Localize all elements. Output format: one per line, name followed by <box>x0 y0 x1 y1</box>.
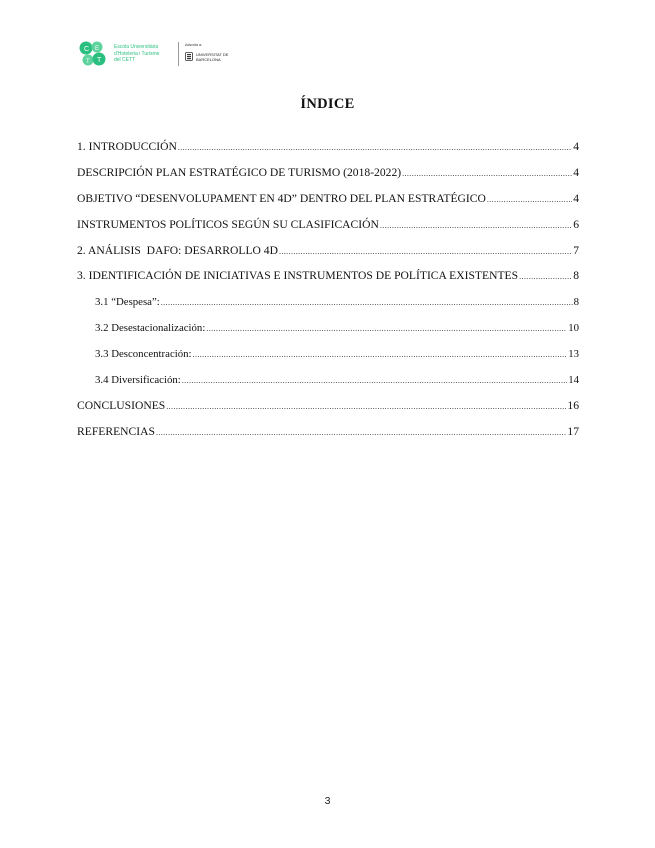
toc-leader-dots <box>161 293 573 313</box>
toc-entry-label: CONCLUSIONES <box>77 398 166 412</box>
toc-entry[interactable] <box>77 137 579 163</box>
toc-entry-label: 1. INTRODUCCIÓN <box>77 140 177 153</box>
partner-caption: Adscrita a: <box>185 42 202 47</box>
svg-text:E: E <box>95 46 100 52</box>
toc-leader-dots <box>279 242 572 262</box>
logo-text <box>114 44 174 64</box>
toc-entry-page: 7 <box>573 243 579 257</box>
svg-text:C: C <box>84 46 90 53</box>
svg-text:T: T <box>86 59 90 65</box>
toc-entry-page: 6 <box>573 217 579 231</box>
toc-entry-label: 3.3 Desconcentración: <box>95 348 192 361</box>
toc-subentry[interactable] <box>77 344 579 370</box>
toc-entry-page: 4 <box>573 165 579 179</box>
toc-subentry[interactable] <box>77 318 579 344</box>
toc-entry[interactable] <box>77 396 579 422</box>
toc-leader-dots <box>380 216 572 236</box>
toc-entry-label: DESCRIPCIÓN PLAN ESTRATÉGICO DE TURISMO (2018-2022) <box>77 165 402 179</box>
cett-logo-icon <box>78 39 108 69</box>
partner-org-line: UNIVERSITAT DE <box>196 51 229 57</box>
toc-leader-dots <box>182 371 567 391</box>
toc-entry-page: 16 <box>567 398 579 412</box>
toc-entry-label: INSTRUMENTOS POLÍTICOS SEGÚN SU CLASIFICACIÓN <box>77 217 379 231</box>
toc-entry-page: 10 <box>568 322 579 335</box>
toc-entry-label: 3.4 Diversificación: <box>95 374 181 387</box>
toc-entry-label: 3. IDENTIFICACIÓN DE INICIATIVAS E INSTRUMENTOS DE POLÍTICA EXISTENTES <box>77 269 519 283</box>
svg-text:T: T <box>97 57 102 64</box>
toc-entry-page: 14 <box>568 374 579 387</box>
logo-text-line: del CETT <box>114 57 136 64</box>
toc-leader-dots <box>193 345 568 365</box>
toc-entry-page: 4 <box>573 191 579 205</box>
toc-leader-dots <box>178 138 572 158</box>
toc-entry[interactable] <box>77 163 579 189</box>
toc-entry-label: 3.2 Desestacionalización: <box>95 322 206 335</box>
toc-leader-dots <box>156 423 566 443</box>
university-seal-icon <box>185 48 193 66</box>
partner-org <box>196 52 228 62</box>
toc-leader-dots <box>519 267 572 287</box>
page-number: 3 <box>324 795 331 807</box>
toc-entry[interactable] <box>77 189 579 215</box>
partner-logo <box>185 43 228 66</box>
toc-title: ÍNDICE <box>300 96 355 112</box>
toc-entry[interactable] <box>77 266 579 292</box>
toc-entry[interactable] <box>77 422 579 448</box>
toc-entry-page: 8 <box>573 269 579 283</box>
logo-text-line: Escola Universitària <box>114 44 159 51</box>
toc-entry-label: 2. ANÁLISIS DAFO: DESARROLLO 4D <box>77 243 278 257</box>
toc-entry-label: REFERENCIAS <box>77 424 155 438</box>
toc-subentry[interactable] <box>77 370 579 396</box>
table-of-contents <box>77 137 579 448</box>
toc-entry-page: 8 <box>573 296 579 309</box>
partner-row <box>185 48 228 66</box>
toc-entry[interactable] <box>77 215 579 241</box>
toc-entry-page: 4 <box>573 140 579 153</box>
partner-org-line: BARCELONA <box>196 56 221 62</box>
toc-leader-dots <box>487 190 572 210</box>
toc-entry-label: OBJETIVO “DESENVOLUPAMENT EN 4D” DENTRO DEL PLAN ESTRATÉGICO <box>77 191 486 205</box>
toc-entry[interactable] <box>77 241 579 267</box>
logo-divider <box>178 42 179 66</box>
toc-entry-page: 17 <box>567 424 579 438</box>
toc-entry-label: 3.1 “Despesa”: <box>95 296 160 309</box>
toc-entry-page: 13 <box>568 348 579 361</box>
toc-leader-dots <box>166 397 566 417</box>
toc-leader-dots <box>402 164 572 184</box>
document-header <box>78 38 228 70</box>
toc-leader-dots <box>206 319 567 339</box>
logo-text-line: d'Hoteleria i Turisme <box>114 50 160 57</box>
toc-subentry[interactable] <box>77 292 579 318</box>
